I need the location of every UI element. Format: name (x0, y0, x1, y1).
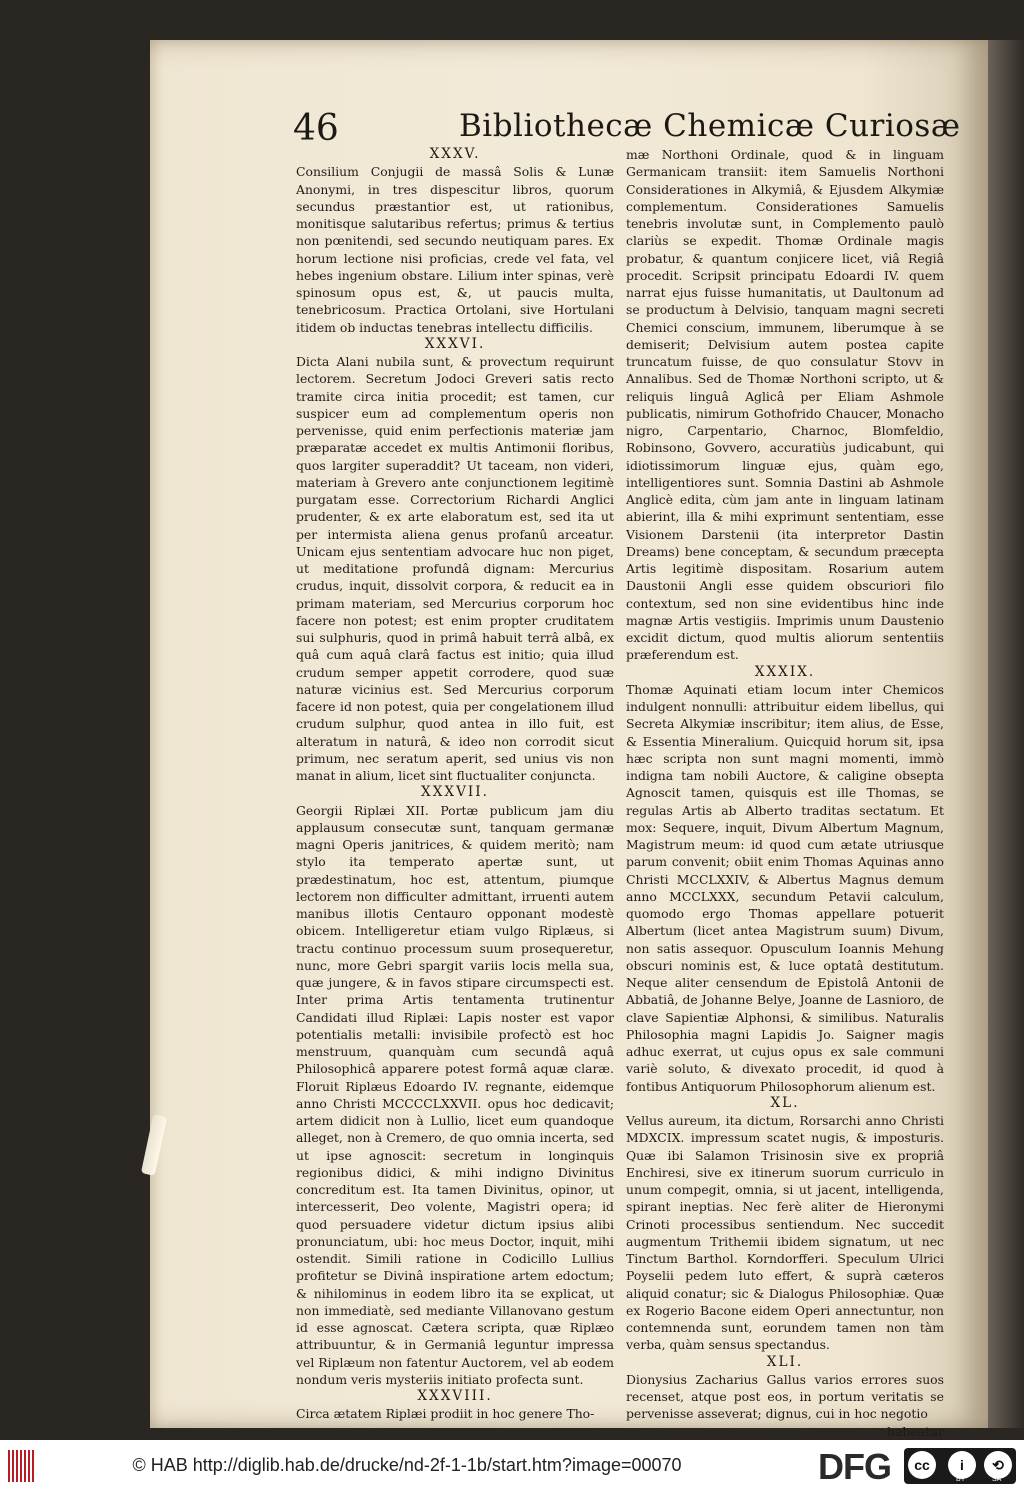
section-heading: XXXVII. (421, 784, 489, 801)
left-text-column (296, 146, 614, 1423)
paragraph: Consilium Conjugii de massâ Solis & Lunæ Anonymi, in tres dispescitur libros, quorum secundus præstantior est, ut rationibus, monitisque salutaribus refertus; primus & tertius non pœnitendi, sed secundo neutiquam pares. Ex horum lectione nisi proficias, crede vel fata, vel hebes ingenium obstare. Lilium inter spinas, verè spinosum opus est, &, ut paucis multa, tenebricosum. Practica Ortolani, sive Hortulani itidem ob inductas tenebras intellectu difficilis. (296, 164, 614, 335)
page-edge (988, 40, 1024, 1428)
paragraph: Circa ætatem Riplæi prodiit in hoc genere Tho- (296, 1406, 595, 1422)
catchword: habeatur (887, 1423, 944, 1439)
running-head (293, 108, 963, 148)
right-text-column (626, 146, 944, 1440)
footer-bar (0, 1440, 1024, 1493)
running-title: Bibliothecæ Chemicæ Curiosæ (459, 108, 961, 144)
paragraph: Vellus aureum, ita dictum, Rorsarchi anno Christi MDXCIX. impressum scatet nugis, & imposturis. Quæ ibi Salamon Trisinosin sive ex propriâ Enchiresi, sive ex itinerum suorum curriculo in unum compegit, omnia, si ut jacent, intelligenda, spirant ineptias. Nec ferè aliter de Hieronymi Crinoti processibus sentiendum. Nec succedit augmentum Trithemii ibidem signatum, ut nec Tinctum Barthol. Korndorfferi. Speculum Ulrici Poyselii pedem luto effert, & suprà cæteros aliquid conatur; sic & Dialogus Philosophiæ. Quæ ex Rogerio Bacone eidem Operi annectuntur, non contemnenda sunt, eorundem tamen non tàm verba, quàm sensus spectandus. (626, 1113, 944, 1353)
section-heading: XXXV. (429, 146, 481, 162)
citation-link[interactable]: © HAB http://diglib.hab.de/drucke/nd-2f-1-1b/start.htm?image=00070 (132, 1455, 682, 1475)
page-number: 46 (293, 108, 339, 149)
paragraph: Georgii Riplæi XII. Portæ publicum jam diu applausum consecutæ sunt, tanquam germanæ magni Operis janitrices, & quidem meritò; nam stylo ita temperato apertæ sunt, ut prædestinatum, hoc est, attentum, piumque lectorem non difficulter admittant, irruenti autem manibus illotis Centauro opponant modestè obicem. Intelligeretur etiam vulgo Riplæus, si tractu continuo processum suum prosequeretur, nunc, more Gebri spargit variis locis mella sua, quæ jungere, & in favos stipare circumspecti est. Inter prima Artis tentamenta trutinentur Candidati illud Riplæi: Lapis noster est vapor potentialis metalli: invisibile profectò est hoc menstruum, quanquàm cum secundâ aquâ Philosophicâ apparere potest formâ aquæ claræ. Floruit Riplæus Edoardo IV. regnante, eidemque anno Christi MCCCCLXXVII. opus hoc dedicavit; artem didicit non à Lullio, licet eum quandoque alleget, non à Cremero, de quo omnia incerta, sed ut ipse agnoscit: secretum in longinquis regionibus didici, & mihi indigno Divinitus concreditum est. Ita tamen Divinitus, opinor, ut intercesserit, Deo volente, Magistri opera; id quod persuadere videtur dictum ipsius alibi pronunciatum, ubi: hoc meus Doctor, inquit, mihi ostendit. Simili ratione in Codicillo Lullius profitetur se Divinâ inspiratione artem edoctum; & nihilominus in eodem libro ita se explicat, ut non immediatè, sed mediante Villanovano gestum id esse agnoscat. Cætera scripta, quæ Riplæo attribuuntur, & in Germaniâ leguntur impressa vel Riplæum non fatentur Auctorem, vel ab eodem nondum veris mysteriis initiato profecta sunt. (296, 802, 614, 1387)
dfg-logo[interactable]: DFG (818, 1446, 891, 1487)
section-heading: XXXVI. (424, 335, 486, 352)
section-heading: XXXIX. (754, 663, 816, 680)
section-heading: XXXVIII. (417, 1388, 493, 1404)
license-by-label: BY (956, 1476, 966, 1483)
paragraph: mæ Northoni Ordinale, quod & in linguam Germanicam transiit: item Samuelis Northoni Considerationes in Alkymiâ, & Ejusdem Alkymiæ complementum. Considerationes Samuelis tenebris involutæ sunt, in Complemento paulò clariùs se expedit. Thomæ Ordinale magis probatur, & quantum conjicere licet, viâ Regiâ procedit. Scripsit principatu Edoardi IV. quem narrat ejus fuisse humanitatis, ut Daultonum ad se productum à Delvisio, tanquam magni secreti Chemici conscium, immunem, liberumque à se demiserit; Delvisium autem postea capite truncatum fuisse, de quo consulatur Stovv in Annalibus. Sed de Thomæ Northoni scripto, ut & reliquis linguâ Aglicâ per Eliam Ashmole publicatis, nimirum Gothofrido Chaucer, Monacho nigro, Carpentario, Charnoc, Blomfeldio, Robinsono, Govvero, accuratiùs judicabunt, qui idiotissimorum linguæ ejus, quàm ego, intelligentiores sunt. Somnia Dastini ab Ashmole Anglicè edita, cùm jam ante in linguam latinam abierint, illa & mihi exprimunt sententiam, esse Visionem Darstenii (ita interpretor Dastin Dreams) bene conceptam, & secundum præcepta Artis legitimè dispositam. Rosarium autem Daustonii Angli esse quidem obscuriori filo contextum, sed non sine evidentibus hinc inde magnæ Artis vestigiis. Imprimis unum Daustenio excidit dictum, quod multis aliorum sententiis præferendum est. (626, 147, 944, 663)
section-heading: XL. (770, 1094, 800, 1111)
cc-by-sa-icon[interactable]: cc i ⟲ BY SA (904, 1448, 1016, 1484)
license-sa-label: SA (992, 1476, 1002, 1483)
paragraph: Thomæ Aquinati etiam locum inter Chemicos indulgent nonnulli: attribuitur eidem libellus, qui Secreta Alkymiæ inscribitur; item alius, de Esse, & Essentia Mineralium. Quicquid horum sit, ipsa hæc scripta non sunt magni momenti, immò indigna tam nobili Auctore, & caligine obsepta Agnoscit tamen, quisquis est ille Thomas, se regulas Artis ab Alberto traditas sectatum. Et mox: Sequere, inquit, Divum Albertum Magnum, Magistrum meum: id quod cum ætate utriusque parum convenit; obiit enim Thomas Aquinas anno Christi MCCLXXIV, & Albertus Magnus demum anno MCCLXXX, secundum Petavii calculum, quomodo ergo Thomas appellare potuerit Albertum (licet antea Magistrum suum) Divum, non satis assequor. Opusculum Ioannis Mehung obscuri nominis est, & luce optatâ destitutum. Neque aliter censendum de Epistolâ Antonii de Abbatiâ, de Johanne Belye, Joanne de Lasnioro, de clave Sapientiæ Alphonsi, & similibus. Naturalis Philosophia magni Lapidis Jo. Saigner magis adhuc exerrat, ut cujus opus ex sale communi variè soluto, & divexato procedit, id quod à fontibus Antiquorum Philosophorum alienum est. (626, 681, 944, 1094)
paragraph: Dionysius Zacharius Gallus varios errores suos recenset, atque post eos, in portum veritatis se pervenisse asseverat; dignus, cui in hoc negotio (626, 1371, 944, 1422)
paragraph: Dicta Alani nubila sunt, & provectum requirunt lectorem. Secretum Jodoci Greveri satis recto tramite circa initia procedit; est tamen, cur suspicer eum ad complementum operis non pervenisse, quid enim perfectionis materiæ jam præparatæ accedet ex multis Antimonii floribus, quos largiter superaddit? Ut taceam, non videri, materiam à Grevero ante conjunctionem legitimè purgatam esse. Correctorium Richardi Anglici prudenter, & ex arte elaboratum est, sed ita ut per intermista aliena genus profanû arceatur. Unicam ejus sententiam advocare huc non piget, ut meditatione profundâ dignam: Mercurius crudus, inquit, dissolvit corpora, & reducit ea in primam materiam, sed Mercurius corporum hoc facere non potest; est enim propter cruditatem sui sulphuris, quod in primâ habuit terrâ albâ, ex quâ cum aquâ clarâ factus est initio; quia illud crudum semper appetit corrodere, quod suæ naturæ vicinius est. Sed Mercurius corporum facere id non potest, quia per congelationem illud crudum sulphur, quod antea in illo fuit, est alteratum in naturâ, & ideo non corrodit sicut primum, nec seratum aperit, sed unius vis non manat in alium, licet sint fluctualiter conjuncta. (296, 354, 614, 783)
section-heading: XLI. (766, 1353, 804, 1370)
